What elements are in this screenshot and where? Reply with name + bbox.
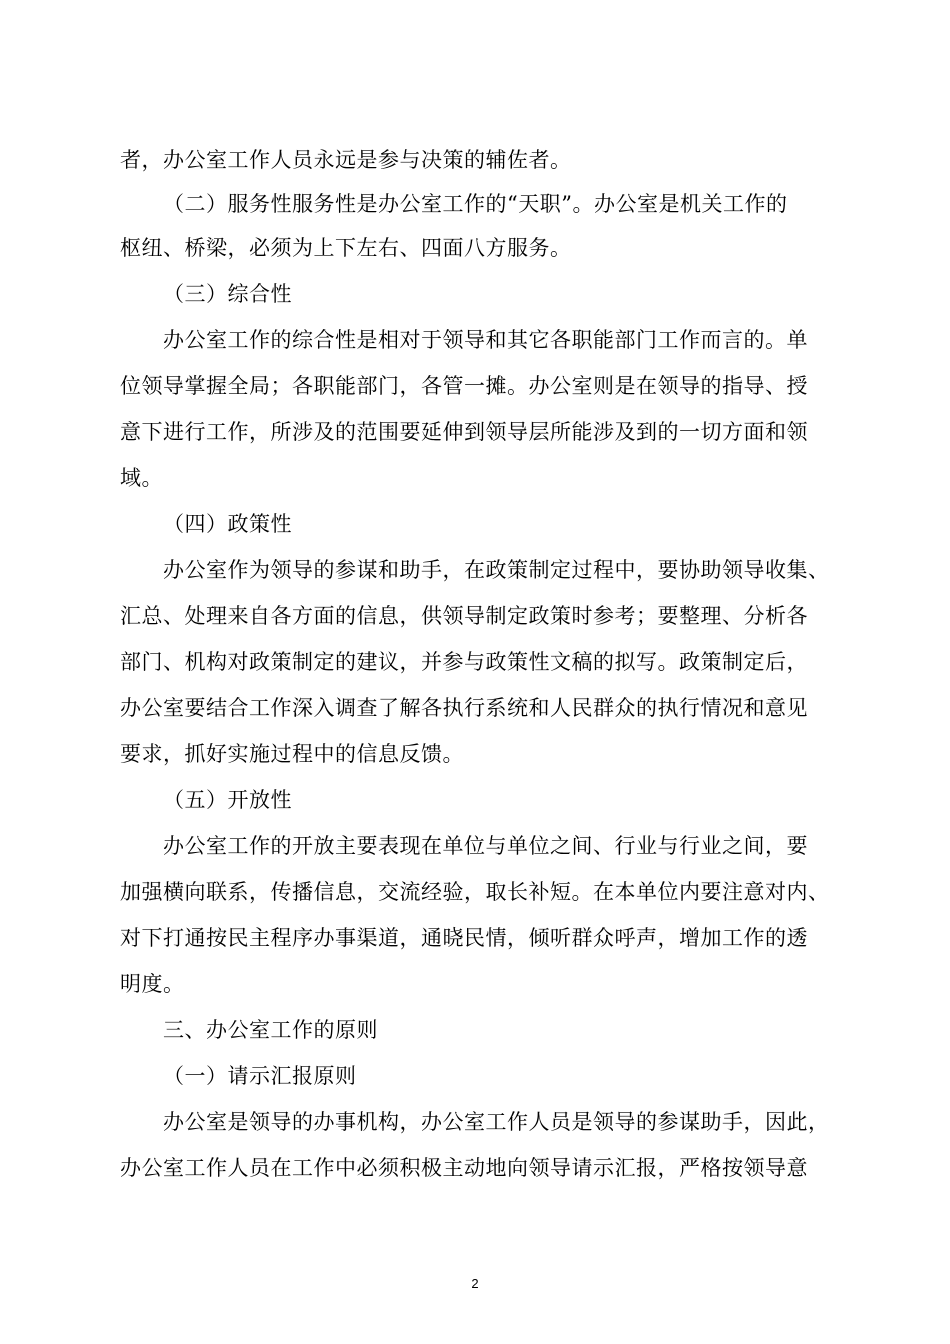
text-line: 办公室要结合工作深入调查了解各执行系统和人民群众的执行情况和意见 [120, 696, 808, 720]
text-line: 部门、机构对政策制定的建议，并参与政策性文稿的拟写。政策制定后， [120, 650, 808, 674]
text-line: 意下进行工作，所涉及的范围要延伸到领导层所能涉及到的一切方面和领 [120, 420, 808, 444]
text-line: 办公室工作的开放主要表现在单位与单位之间、行业与行业之间，要 [163, 834, 808, 858]
text-line: 汇总、处理来自各方面的信息，供领导制定政策时参考；要整理、分析各 [120, 604, 808, 628]
section-heading: （一）请示汇报原则 [163, 1064, 357, 1088]
text-line: 位领导掌握全局；各职能部门，各管一摊。办公室则是在领导的指导、授 [120, 374, 808, 398]
section-heading: 三、办公室工作的原则 [163, 1018, 378, 1042]
text-line: 者，办公室工作人员永远是参与决策的辅佐者。 [120, 148, 572, 172]
text-line: 域。 [120, 466, 163, 490]
text-line: 要求，抓好实施过程中的信息反馈。 [120, 742, 464, 766]
text-line: 枢纽、桥梁，必须为上下左右、四面八方服务。 [120, 236, 572, 260]
text-line: （二）服务性服务性是办公室工作的“天职”。办公室是机关工作的 [163, 192, 788, 216]
text-line: 对下打通按民主程序办事渠道，通晓民情，倾听群众呼声，增加工作的透 [120, 926, 808, 950]
section-heading: （五）开放性 [163, 788, 292, 812]
text-line: 办公室工作人员在工作中必须积极主动地向领导请示汇报，严格按领导意 [120, 1156, 808, 1180]
text-line: 办公室是领导的办事机构，办公室工作人员是领导的参谋助手，因此， [163, 1110, 830, 1134]
page-number: 2 [471, 1276, 479, 1291]
text-line: 办公室工作的综合性是相对于领导和其它各职能部门工作而言的。单 [163, 328, 808, 352]
section-heading: （四）政策性 [163, 512, 292, 536]
text-line: 加强横向联系，传播信息，交流经验，取长补短。在本单位内要注意对内、 [120, 880, 830, 904]
text-line: 办公室作为领导的参谋和助手，在政策制定过程中，要协助领导收集、 [163, 558, 830, 582]
section-heading: （三）综合性 [163, 282, 292, 306]
text-line: 明度。 [120, 972, 185, 996]
